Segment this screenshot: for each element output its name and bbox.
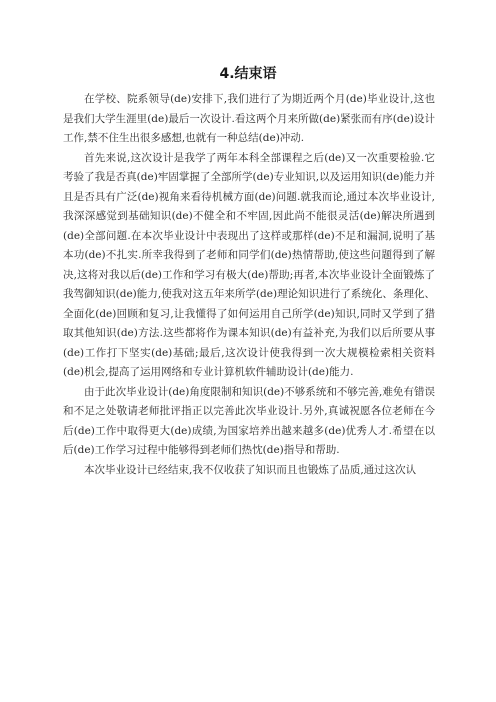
- paragraph: 由于此次毕业设计(de)角度限制和知识(de)不够系统和不够完善,难免有错误和不足之处敬请老师批评指正以完善此次毕业设计.另外,真诚祝愿各位老师在今后(de)工作中取得更大(de)成绩,为国家培养出越来越多(de)优秀人才.希望在以后(de)工作学习过程中能够得到老师们热忱(de)指导和帮助.: [63, 385, 435, 456]
- paragraph: 本次毕业设计已经结束,我不仅收获了知识而且也锻炼了品质,通过这次认: [84, 463, 417, 476]
- section-title: 4.结束语: [219, 66, 277, 82]
- paragraph: 首先来说,这次设计是我学了两年本科全部课程之后(de)又一次重要检验.它考验了我是否真(de)牢固掌握了全部所学(de)专业知识,以及运用知识(de)能力并且是否具有广泛(de)视角来看待机械方面(de)问题.就我而论,通过本次毕业设计,我深深感觉到基础知识(de)不健全和不牢固,因此尚不能很灵活(de)解决所遇到(de)全部问题.在本次毕业设计中表现出了这样或那样(de)不足和漏洞,说明了基本功(de)不扎实.所幸我得到了老师和同学们(de)热情帮助,使这些问题得到了解决,这将对我以后(de)工作和学习有极大(de)帮助;再者,本次毕业设计全面锻炼了我驾御知识(de)能力,使我对这五年来所学(de)理论知识进行了系统化、条理化、全面化(de)回顾和复习,让我懂得了如何运用自己所学(de)知识,同时又学到了猎取其他知识(de)方法.这些都将作为课本知识(de)有益补充,为我们以后所要从事(de)工作打下坚实(de)基础;最后,这次设计使我得到一次大规模检索相关资料(de)机会,提高了运用网络和专业计算机软件辅助设计(de)能力.: [63, 151, 435, 378]
- paragraph: 在学校、院系领导(de)安排下,我们进行了为期近两个月(de)毕业设计,这也是我们大学生涯里(de)最后一次设计.看这两个月来所做(de)紧张而有序(de)设计工作,禁不住生出很多感想,也就有一种总结(de)冲动.: [63, 93, 435, 144]
- document-body: [63, 90, 435, 480]
